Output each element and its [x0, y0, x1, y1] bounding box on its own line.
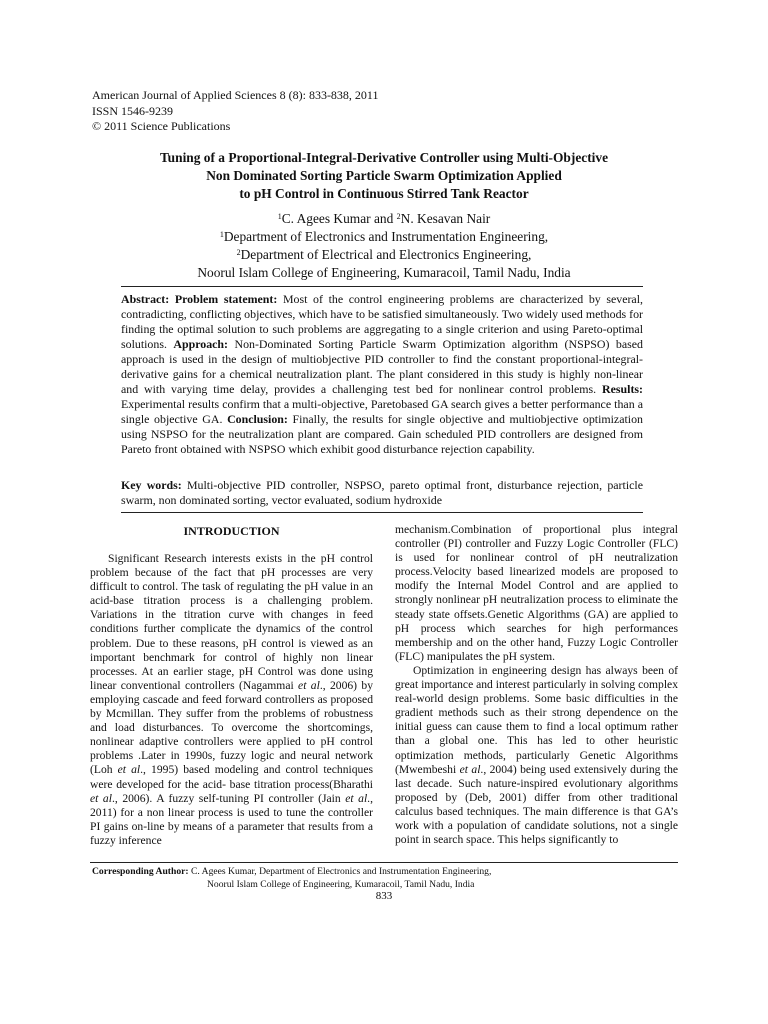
affil2-text: Department of Electrical and Electronics Engineering,: [240, 247, 532, 262]
journal-info: [92, 88, 379, 135]
text-run: Optimization in engineering design has always been of great importance and interest particularly in solving complex real-world design problems. Some basic difficulties in the gradient methods such as their strong dependence on the initial guess can cause them to find a local optimum rather than a global one. This has led to other heuristic optimization methods, particularly Genetic Algorithms (Mwembeshi: [395, 663, 678, 776]
column-left: [90, 524, 373, 848]
corresponding-author-text: C. Agees Kumar, Department of Electronics and Instrumentation Engineering,: [188, 866, 492, 877]
abstract-problem-label: Abstract: Problem statement:: [121, 292, 278, 306]
author1-sup: 1: [277, 212, 282, 221]
abstract-results: Experimental results confirm that a multi-objective, Paretobased GA search gives a better performance than a single objective GA.: [121, 397, 643, 426]
footer-line-2: Noorul Islam College of Engineering, Kumaracoil, Tamil Nadu, India: [207, 878, 475, 890]
author-block: [80, 210, 688, 282]
corresponding-author-label: Corresponding Author:: [92, 866, 189, 877]
text-run: ., 2006) by employing cascade and feed forward controllers as proposed by Mcmillan. They suffer from the problems of robustness and load disturbances. To overcome the shortcomings, nonlinear adaptive controllers were applied to pH control problems .Later in 1990s, fuzzy logic and neural network (Loh: [90, 678, 373, 777]
abstract-approach: Non-Dominated Sorting Particle Swarm Optimization algorithm (NSPSO) based approach is used in the design of multiobjective PID controller to find the constant proportional-integral-derivative gains for a chemical neutralization plant. The plant considered in this study is highly non-linear and with varying time delay, provides a challenging test bed for nonlinear control problems.: [121, 337, 643, 396]
text-run: Significant Research interests exists in the pH control problem because of the fact that pH processes are very difficult to control. The task of regulating the pH value in an acid-base titration process is a challenging problem. Variations in the titration curve with changes in feed conditions further complicate the dynamics of the control problem. Due to these reasons, pH control is viewed as an important benchmark for control of highly non linear processes. At an earlier stage, pH Control was done using linear conventional controllers (Nagammai: [90, 552, 373, 692]
affiliation-1: [80, 228, 688, 246]
column-right: [395, 523, 678, 847]
et-al: et al: [117, 763, 141, 777]
abstract-problem: Most of the control engineering problems are characterized by several, contradicting, conflicting objectives, which have to be satisfied simultaneously. Two widely used methods for finding the optimal solution to such problems are aggregating to a single criterion and using Pareto-optimal solutions.: [121, 292, 643, 351]
keywords-label: Key words:: [121, 478, 182, 492]
text-run: ., 2006). A fuzzy self-tuning PI controller (Jain: [111, 791, 346, 805]
author2-name: N. Kesavan Nair: [400, 211, 491, 226]
author2-sup: 2: [396, 212, 401, 221]
journal-copyright: © 2011 Science Publications: [92, 119, 231, 133]
affil2-sup: 2: [236, 248, 241, 257]
intro-paragraph-3: [395, 664, 678, 847]
text-run: ., 1995) based modeling and control techniques were developed for the acid- base titration process(Bharathi: [90, 763, 373, 791]
intro-paragraph-1: [90, 552, 373, 848]
text-run: ., 2011) for a non linear process is used to tune the controller PI gains on-line by means of a parameter that results from a fuzzy inference: [90, 791, 373, 847]
footer-rule: [90, 862, 678, 863]
abstract-approach-label: Approach:: [173, 337, 229, 351]
keywords-text: Multi-objective PID controller, NSPSO, pareto optimal front, disturbance rejection, particle swarm, non dominated sorting, vector evaluated, sodium hydroxide: [121, 478, 643, 507]
keywords-bottom-rule: [121, 512, 643, 513]
title-line: Tuning of a Proportional-Integral-Derivative Controller using Multi-Objective: [159, 150, 609, 165]
affil1-text: Department of Electronics and Instrumentation Engineering,: [223, 229, 549, 244]
keywords: [121, 478, 643, 508]
journal-citation: American Journal of Applied Sciences 8 (8): 833-838, 2011: [92, 88, 379, 102]
et-al: et al: [90, 791, 112, 805]
institution: Noorul Islam College of Engineering, Kumaracoil, Tamil Nadu, India: [197, 265, 571, 280]
section-heading-introduction: INTRODUCTION: [183, 524, 280, 538]
paper-title: [80, 149, 688, 203]
abstract-conclusion-label: Conclusion:: [227, 412, 288, 426]
author-names: [80, 210, 688, 228]
et-al: et al: [298, 678, 320, 692]
intro-paragraph-2: mechanism.Combination of proportional plus integral controller (PI) controller and Fuzzy Logic Controller (FLC) is used for nonlinear control of pH neutralization process.Velocity based linearized models are proposed to modify the Internal Model Control and are applied to strongly nonlinear pH neutralization process to eliminate the steady state offsets.Genetic Algorithms (GA) are applied to pH process which searches for high performances membership and on the other hand, Fuzzy Logic Controller (FLC) manipulates the pH system.: [395, 523, 678, 663]
journal-issn: ISSN 1546-9239: [92, 103, 174, 118]
corresponding-author: [92, 866, 692, 891]
text-run: ., 2004) being used extensively during the last decade. Such nature-inspired evolutionary algorithms proposed by (Deb, 2001) differ from other traditional calculus based techniques. The main difference is that GA’s work with a population of candidate solutions, not a single point in search space. This helps significantly to: [395, 762, 679, 847]
et-al: et al: [345, 791, 368, 805]
page-number: 833: [375, 890, 393, 902]
affil1-sup: 1: [219, 230, 224, 239]
title-line: to pH Control in Continuous Stirred Tank Reactor: [239, 186, 529, 201]
title-line: Non Dominated Sorting Particle Swarm Optimization Applied: [206, 168, 562, 183]
abstract-conclusion: Finally, the results for single objective and multiobjective optimization using NSPSO for the neutralization plant are compared. Gain scheduled PID controllers are designed from Pareto front obtained with NSPSO which exhibit good disturbance rejection capability.: [121, 412, 643, 456]
abstract-top-rule: [121, 286, 643, 287]
author1-name: C. Agees Kumar and: [281, 211, 397, 226]
footer-line-1: [92, 866, 692, 879]
affiliation-2: [80, 246, 688, 264]
abstract: [121, 292, 643, 457]
abstract-results-label: Results:: [602, 382, 643, 396]
et-al: et al: [459, 762, 481, 776]
